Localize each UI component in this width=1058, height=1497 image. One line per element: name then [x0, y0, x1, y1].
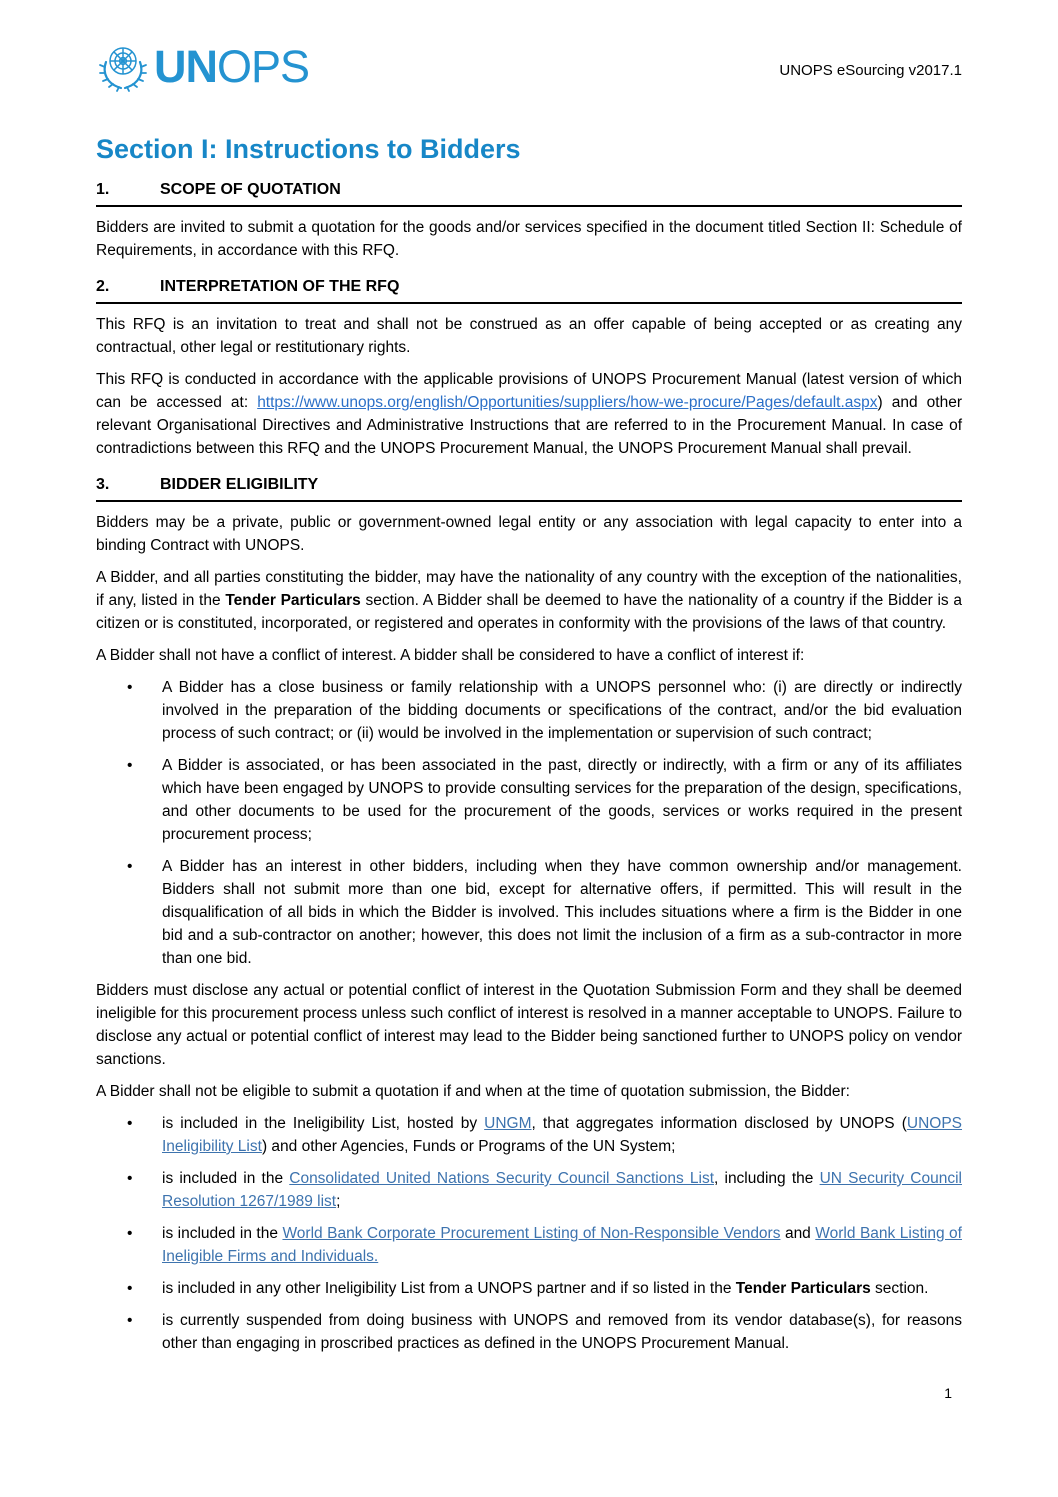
list-item: • is currently suspended from doing business with UNOPS and removed from its vendor database(s), for reasons other than engaging in proscribed practices as defined in the UNOPS Procurement Manual.	[96, 1309, 962, 1355]
logo-ops-text: OPS	[217, 41, 310, 92]
section-heading-eligibility	[96, 475, 962, 502]
esourcing-version-label: UNOPS eSourcing v2017.1	[779, 62, 962, 79]
section-label: BIDDER ELIGIBILITY	[160, 476, 319, 493]
un-emblem-icon	[96, 40, 150, 94]
tender-particulars-emphasis: Tender Particulars	[225, 592, 361, 609]
document-header	[96, 40, 962, 94]
text-segment: ) and other Agencies, Funds or Programs of the UN System;	[261, 1138, 676, 1155]
text-segment: is included in the Ineligibility List, hosted by	[162, 1115, 485, 1132]
logo-wordmark	[154, 41, 309, 93]
text-segment: ;	[336, 1193, 341, 1210]
conflict-of-interest-list	[96, 676, 962, 970]
page-number: 1	[944, 1385, 952, 1401]
list-item: • A Bidder has a close business or family relationship with a UNOPS personnel who: (i) are directly or indirectly involved in the preparation of the bidding documents or specifications of the contract, and/or the bid evaluation process of such contract; or (ii) would be involved in the implementation or supervision of such contract;	[96, 676, 962, 745]
unops-logo	[96, 40, 309, 94]
world-bank-ineligible-firms-link[interactable]: World Bank Listing of Ineligible Firms and Individuals.	[162, 1225, 962, 1265]
text-segment: and	[780, 1225, 816, 1242]
interpretation-paragraph-1: This RFQ is an invitation to treat and shall not be construed as an offer capable of being accepted or as creating any contractual, other legal or restitutionary rights.	[96, 316, 962, 356]
text-segment: This RFQ is conducted in accordance with the applicable provisions of UNOPS Procurement Manual (latest version of which can be accessed at:	[96, 371, 962, 411]
text-segment: section. A Bidder shall be deemed to have the nationality of a country if the Bidder is a citizen or is constituted, incorporated, or registered and operates in conformity with the provisions of the laws of that country.	[96, 592, 962, 632]
un-sanctions-list-link[interactable]: Consolidated United Nations Security Council Sanctions List	[289, 1170, 715, 1187]
interpretation-paragraph-2	[96, 368, 962, 460]
world-bank-non-responsible-vendors-link[interactable]: World Bank Corporate Procurement Listing of Non-Responsible Vendors	[282, 1225, 781, 1242]
list-item	[96, 1277, 962, 1300]
text-segment: A Bidder, and all parties constituting the bidder, may have the nationality of any country with the exception of the nationalities, if any, listed in the	[96, 569, 962, 609]
page-title: Section I: Instructions to Bidders	[96, 134, 521, 164]
tender-particulars-emphasis: Tender Particulars	[735, 1280, 871, 1297]
logo-un-text: UN	[154, 41, 217, 92]
eligibility-paragraph-4: Bidders must disclose any actual or potential conflict of interest in the Quotation Submission Form and they shall be deemed ineligible for this procurement process unless such conflict of interest is resolved in a manner acceptable to UNOPS. Failure to disclose any actual or potential conflict of interest may lead to the Bidder being sanctioned further to UNOPS policy on vendor sanctions.	[96, 982, 962, 1068]
text-segment: is included in the	[162, 1170, 290, 1187]
unops-ineligibility-list-link[interactable]: UNOPS Ineligibility List	[162, 1115, 963, 1155]
section-number: 2.	[96, 278, 110, 295]
section-label: INTERPRETATION OF THE RFQ	[160, 278, 400, 295]
text-segment: is included in the	[162, 1225, 283, 1242]
section-number: 1.	[96, 181, 110, 198]
scope-paragraph: Bidders are invited to submit a quotation for the goods and/or services specified in the document titled Section II: Schedule of Requirements, in accordance with this RFQ.	[96, 219, 962, 259]
text-segment: , including the	[714, 1170, 820, 1187]
eligibility-paragraph-1: Bidders may be a private, public or government-owned legal entity or any association with legal capacity to enter into a binding Contract with UNOPS.	[96, 514, 962, 554]
eligibility-paragraph-2	[96, 566, 962, 635]
ungm-link[interactable]: UNGM	[484, 1115, 532, 1132]
text-segment: section.	[870, 1280, 929, 1297]
list-item: • A Bidder is associated, or has been associated in the past, directly or indirectly, with a firm or any of its affiliates which have been engaged by UNOPS to provide consulting services for the preparation of the design, specifications, and other documents to be used for the procurement of the goods, services or works required in the present procurement process;	[96, 754, 962, 846]
ineligibility-list	[96, 1112, 962, 1355]
un-resolution-1267-link[interactable]: UN Security Council Resolution 1267/1989 list	[162, 1170, 962, 1210]
section-heading-interpretation	[96, 277, 962, 304]
text-segment: ) and other relevant Organisational Directives and Administrative Instructions that are referred to in the Procurement Manual. In case of contradictions between this RFQ and the UNOPS Procurement Manual, the UNOPS Procurement Manual shall prevail.	[96, 394, 963, 457]
list-item	[96, 1112, 962, 1158]
section-number: 3.	[96, 476, 110, 493]
unops-procure-url-link[interactable]: https://www.unops.org/english/Opportunities/suppliers/how-we-procure/Pages/default.aspx	[257, 394, 878, 411]
section-label: SCOPE OF QUOTATION	[160, 181, 341, 198]
list-item: • A Bidder has an interest in other bidders, including when they have common ownership and/or management. Bidders shall not submit more than one bid, except for alternative offers, if permitted. This will result in the disqualification of all bids in which the Bidder is involved. This includes situations where a firm is the Bidder in one bid and a sub-contractor on another; however, this does not limit the inclusion of a firm as a sub-contractor in more than one bid.	[96, 855, 962, 970]
section-heading-scope	[96, 180, 962, 207]
text-segment: is included in any other Ineligibility List from a UNOPS partner and if so listed in the	[162, 1280, 736, 1297]
eligibility-paragraph-3: A Bidder shall not have a conflict of interest. A bidder shall be considered to have a conflict of interest if:	[96, 647, 805, 664]
list-item	[96, 1167, 962, 1213]
eligibility-paragraph-5: A Bidder shall not be eligible to submit a quotation if and when at the time of quotation submission, the Bidder:	[96, 1083, 850, 1100]
list-item	[96, 1222, 962, 1268]
text-segment: , that aggregates information disclosed by UNOPS (	[531, 1115, 907, 1132]
